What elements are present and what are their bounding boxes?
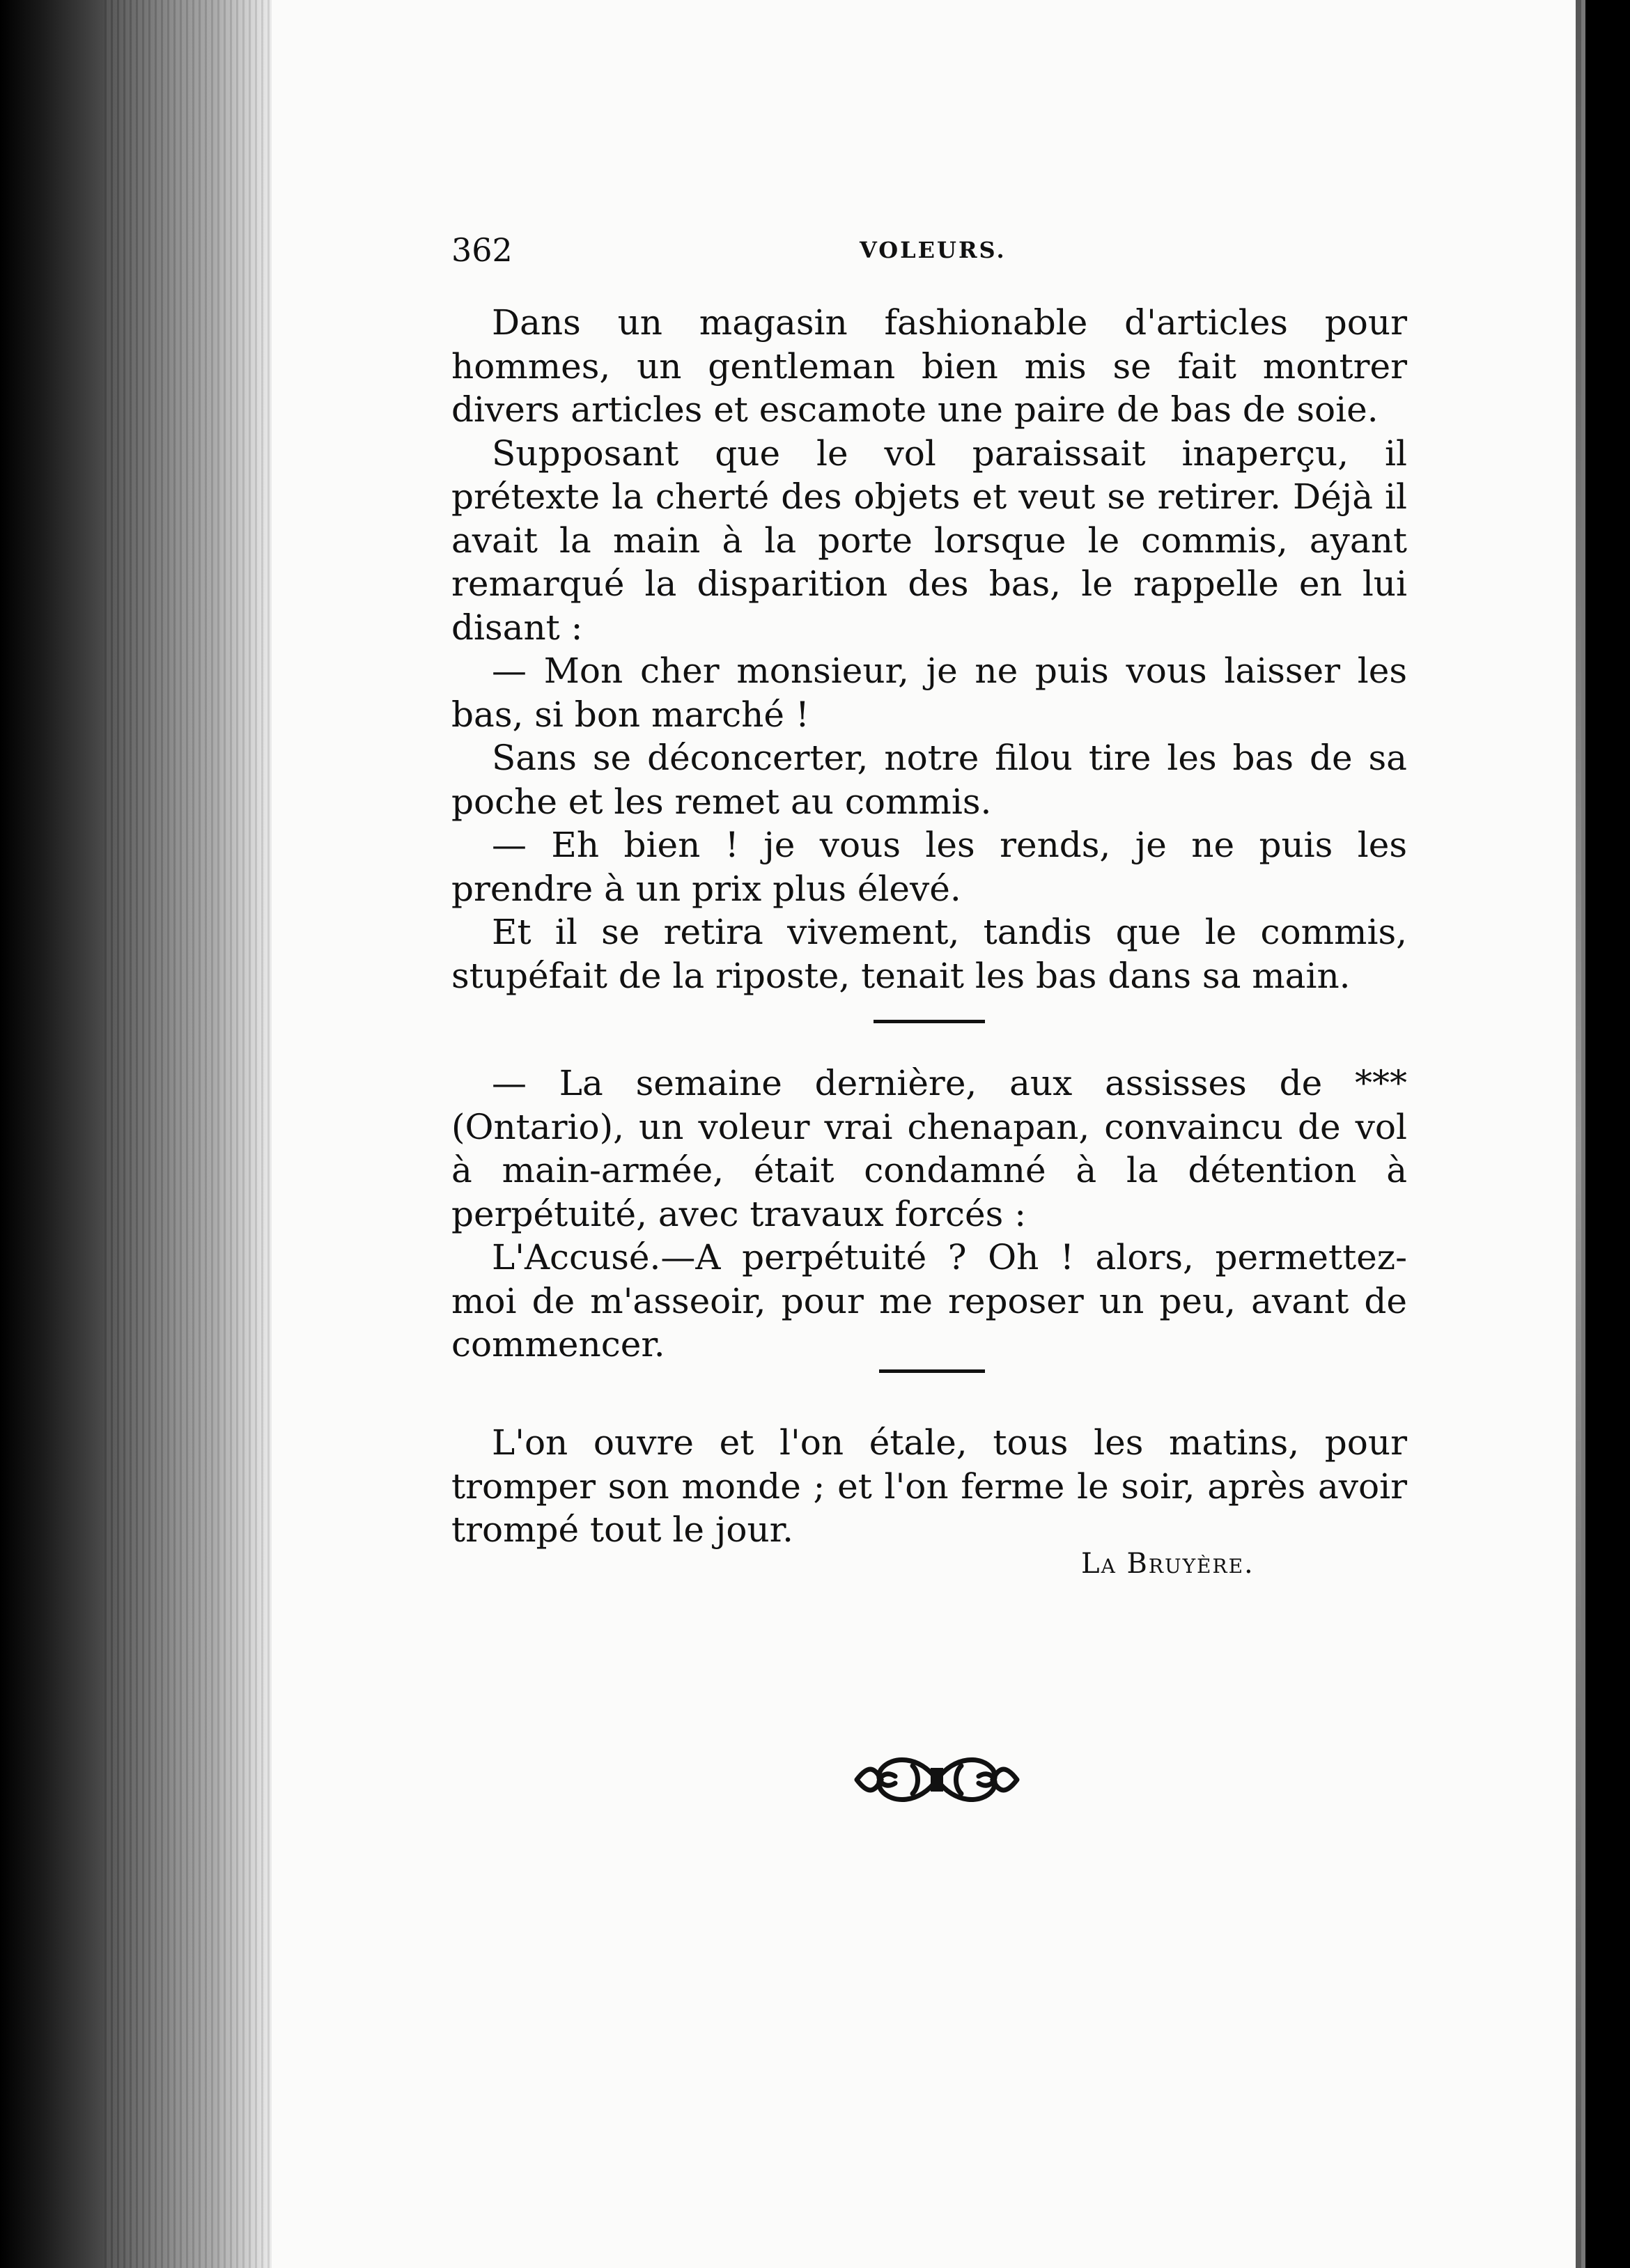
paragraph: Et il se retira vivement, tandis que le commis, stupéfait de la riposte, tenait les bas dans sa main. [451, 912, 1407, 996]
paragraph: — Eh bien ! je vous les rends, je ne puis les prendre à un prix plus élevé. [451, 825, 1407, 909]
page-header [451, 231, 1009, 273]
section-divider [879, 1369, 985, 1373]
paragraph: Sans se déconcerter, notre filou tire les bas de sa poche et les remet au commis. [451, 738, 1407, 822]
running-title: VOLEURS. [860, 237, 1007, 263]
spine-texture [104, 0, 279, 2268]
anecdote-ontario [451, 1062, 1407, 1367]
paragraph: L'Accusé.—A perpétuité ? Oh ! alors, permettez-moi de m'asseoir, pour me reposer un peu, avant de commencer. [451, 1237, 1407, 1365]
section-divider [874, 1020, 985, 1023]
quotation [451, 1421, 1407, 1552]
quote-attribution: La Bruyère. [1081, 1548, 1255, 1580]
anecdote-stockings [451, 301, 1407, 997]
paragraph: Dans un magasin fashionable d'articles pour hommes, un gentleman bien mis se fait montrer divers articles et escamote une paire de bas de soie. [451, 302, 1407, 430]
ornament-fleuron-icon [843, 1741, 1031, 1818]
page-number: 362 [451, 231, 513, 269]
paragraph: L'on ouvre et l'on étale, tous les matins, pour tromper son monde ; et l'on ferme le soir, après avoir trompé tout le jour. [451, 1422, 1407, 1550]
paragraph: Supposant que le vol paraissait inaperçu, il prétexte la cherté des objets et veut se retirer. Déjà il avait la main à la porte lorsque le commis, ayant remarqué la disparition des bas, le rappelle en lui disant : [451, 433, 1407, 648]
scan-border-right [1581, 0, 1630, 2268]
paragraph: — La semaine dernière, aux assisses de *** (Ontario), un voleur vrai chenapan, convaincu de vol à main-armée, était condamné à la détention à perpétuité, avec travaux forcés : [451, 1063, 1407, 1234]
page-edge [1576, 0, 1581, 2268]
paragraph: — Mon cher monsieur, je ne puis vous laisser les bas, si bon marché ! [451, 651, 1407, 735]
